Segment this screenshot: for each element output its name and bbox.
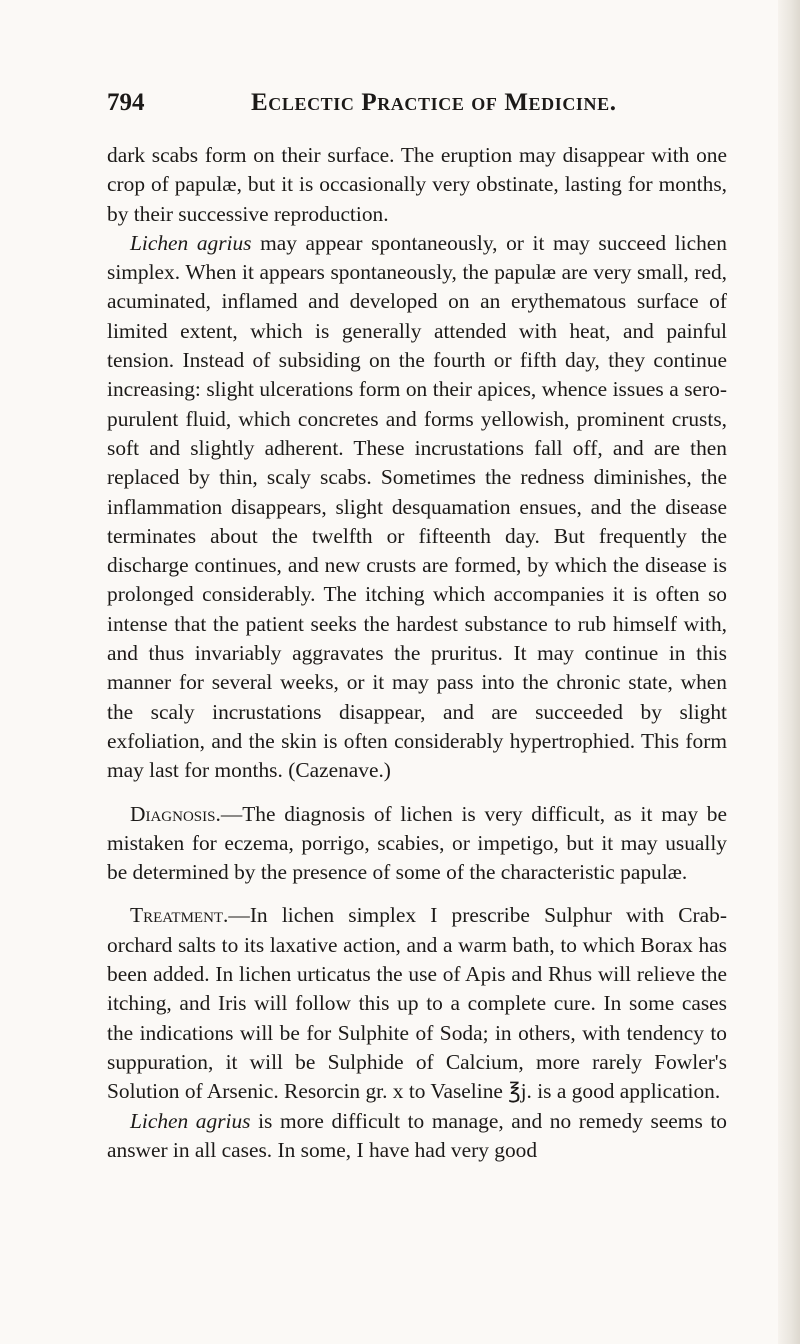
paragraph-text: may appear spontaneously, or it may succeed lichen simplex. When it appears spontaneously, the papulæ are very small, red, acuminated, inflamed and developed on an erythematous surface of limited extent, which is generally attended with heat, and painful tension. Instead of subsiding on the fourth or fifth day, they continue increasing: slight ulcerations form on their apices, whence issues a sero-purulent fluid, which concretes and forms yellowish, prominent crusts, soft and slightly adherent. These incrustations fall off, and are then replaced by thin, scaly scabs. Sometimes the redness diminishes, the inflammation disappears, slight desquamation ensues, and the disease terminates about the twelfth or fifteenth day. But frequently the discharge continues, and new crusts are formed, by which the disease is prolonged considerably. The itching which accompanies it is often so intense that the patient seeks the hardest substance to rub himself with, and thus invariably aggravates the pruritus. It may continue in this manner for several weeks, or it may pass into the chronic state, when the scaly incrustations disappear, and are succeeded by slight exfoliation, and the skin is often considerably hypertrophied. This form may last for months. (Cazenave.) (107, 230, 727, 783)
paragraph-text: dark scabs form on their surface. The eruption may disappear with one crop of papulæ, but it is occasionally very obstinate, lasting for months, by their successive reproduction. (107, 143, 727, 226)
paragraph-lichen-agrius-treatment (107, 1107, 727, 1166)
paragraph-continuation (107, 141, 727, 229)
running-header (107, 88, 727, 118)
section-heading-diagnosis: Diagnosis. (130, 801, 221, 826)
running-title: Eclectic Practice of Medicine. (251, 89, 617, 116)
paragraph-text: —In lichen simplex I prescribe Sulphur with Crab-orchard salts to its laxative action, and a warm bath, to which Borax has been added. In lichen urticatus the use of Apis and Rhus will relieve the itching, and Iris will follow this up to a complete cure. In some cases the indications will be for Sulphite of Soda; in others, with tendency to suppuration, it will be Sulphide of Calcium, more rarely Fowler's Solution of Arsenic. Resorcin gr. x to Vaseline ℥j. is a good application. (107, 903, 727, 1104)
body-text (107, 141, 727, 1165)
term-lichen-agrius: Lichen agrius (130, 1108, 251, 1133)
paragraph-text: —The diagnosis of lichen is very difficult, as it may be mistaken for eczema, porrigo, scabies, or impetigo, but it may usually be determined by the presence of some of the characteristic papulæ. (107, 801, 727, 885)
term-lichen-agrius: Lichen agrius (130, 230, 252, 255)
paragraph-treatment (107, 901, 727, 1106)
paragraph-lichen-agrius (107, 229, 727, 786)
paragraph-text: is more difficult to manage, and no remedy seems to answer in all cases. In some, I have had very good (107, 1108, 727, 1162)
section-heading-treatment: Treatment. (130, 903, 229, 928)
page-edge-shadow (778, 0, 800, 1344)
page-number: 794 (107, 89, 145, 116)
paragraph-diagnosis (107, 800, 727, 888)
